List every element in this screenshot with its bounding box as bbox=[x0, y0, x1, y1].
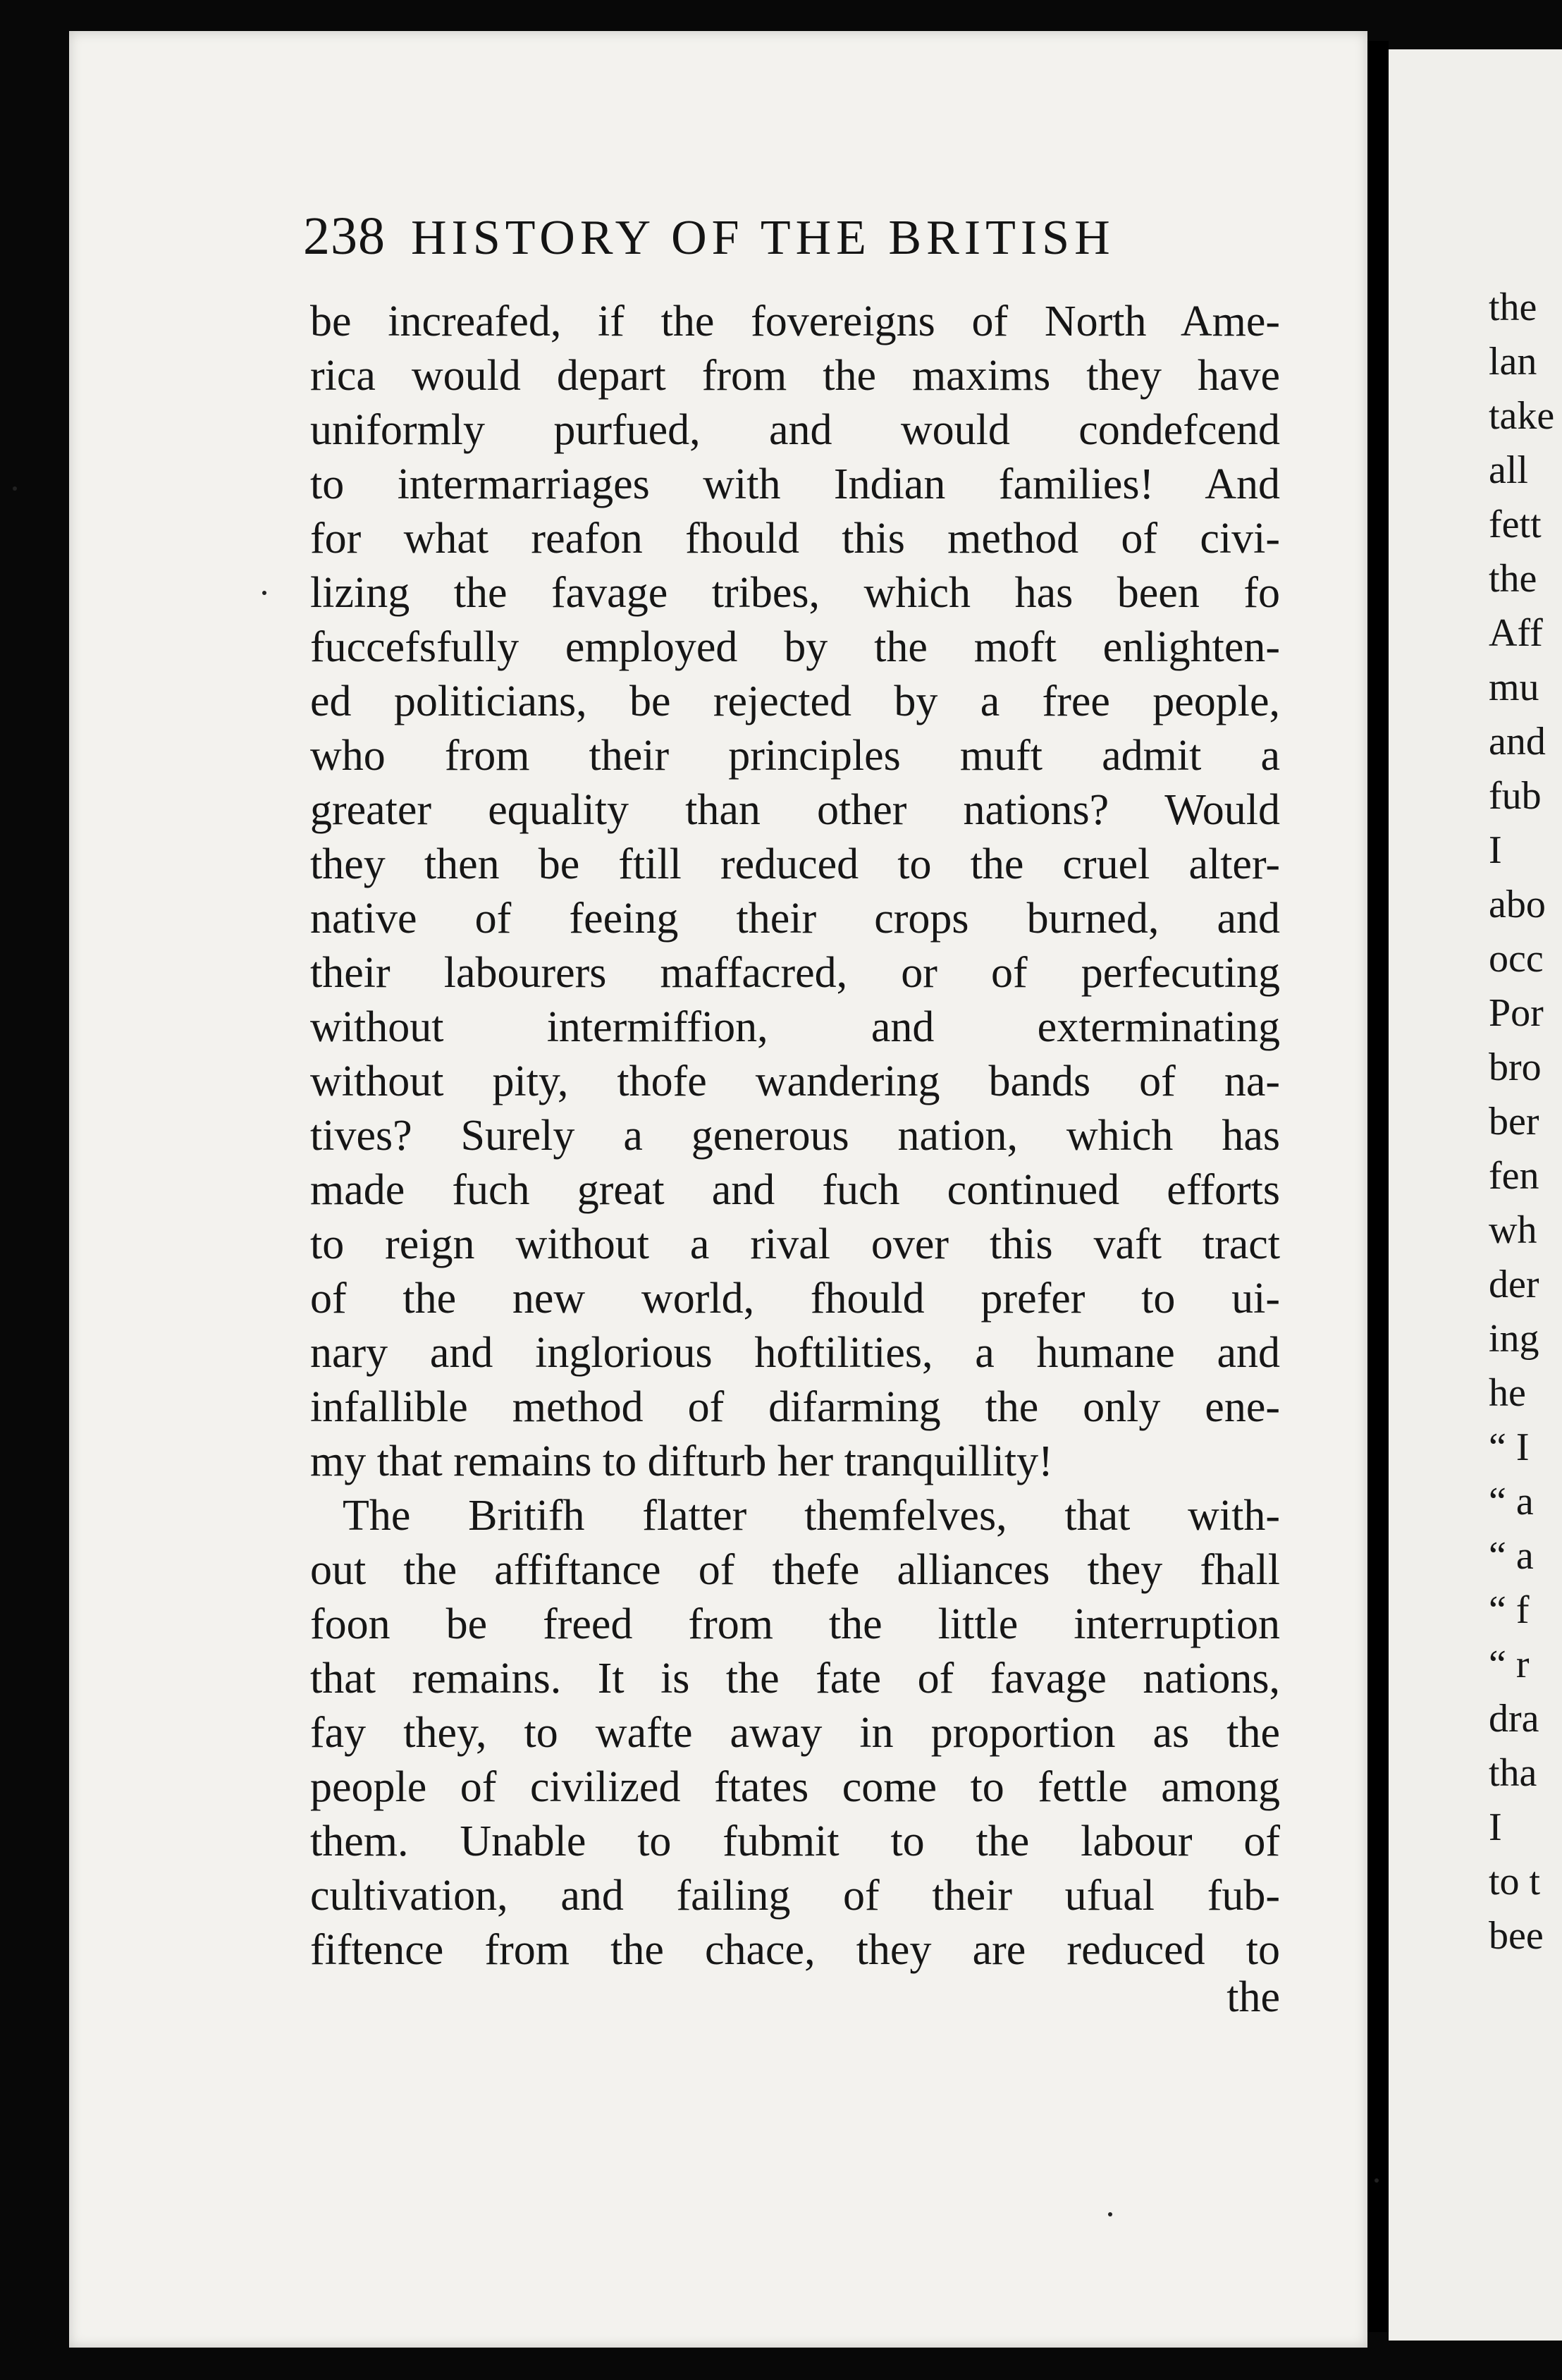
text-line: without pity, thofe wandering bands of na- bbox=[310, 1057, 1280, 1105]
text-line: nary and inglorious hoftilities, a humane and bbox=[310, 1329, 1280, 1377]
facing-text-fragment: wh bbox=[1489, 1208, 1537, 1252]
page-number: 238 bbox=[303, 207, 386, 266]
text-line: them. Unable to fubmit to the labour of bbox=[310, 1817, 1280, 1865]
scan-speck bbox=[262, 591, 266, 595]
text-line: foon be freed from the little interruption bbox=[310, 1600, 1280, 1648]
book-gutter bbox=[1367, 41, 1389, 2332]
text-line: ed politicians, be rejected by a free people, bbox=[310, 677, 1280, 725]
facing-text-fragment: the bbox=[1489, 557, 1537, 601]
facing-text-fragment: bro bbox=[1489, 1045, 1542, 1089]
facing-text-fragment: lan bbox=[1489, 340, 1537, 384]
running-title: HISTORY OF THE BRITISH bbox=[411, 211, 1115, 265]
facing-text-fragment: abo bbox=[1489, 883, 1546, 926]
facing-text-fragment: occ bbox=[1489, 937, 1544, 981]
body-text bbox=[310, 295, 1280, 1977]
text-line: who from their principles muft admit a bbox=[310, 732, 1280, 780]
facing-text-fragment: ber bbox=[1489, 1100, 1539, 1143]
facing-text-fragment: “ a bbox=[1489, 1534, 1534, 1578]
facing-text-fragment: der bbox=[1489, 1263, 1539, 1306]
text-line: to intermarriages with Indian families! And bbox=[310, 460, 1280, 508]
facing-text-fragment: “ f bbox=[1489, 1588, 1530, 1632]
text-line: infallible method of difarming the only ene- bbox=[310, 1383, 1280, 1431]
text-line: to reign without a rival over this vaft tract bbox=[310, 1220, 1280, 1268]
text-line: greater equality than other nations? Would bbox=[310, 786, 1280, 834]
facing-text-fragment: Aff bbox=[1489, 611, 1543, 655]
text-line: fuccefsfully employed by the moft enlighten- bbox=[310, 623, 1280, 671]
facing-text-fragment: to t bbox=[1489, 1860, 1541, 1903]
facing-text-fragment: and bbox=[1489, 720, 1546, 763]
facing-text-fragment: Por bbox=[1489, 991, 1544, 1035]
catchword: the bbox=[1226, 1973, 1280, 2021]
text-line: they then be ftill reduced to the cruel alter- bbox=[310, 840, 1280, 888]
text-line: uniformly purfued, and would condefcend bbox=[310, 406, 1280, 454]
facing-text-fragment: “ a bbox=[1489, 1480, 1534, 1523]
scan-speck bbox=[1375, 2178, 1379, 2183]
text-line: their labourers maffacred, or of perfecuting bbox=[310, 949, 1280, 997]
text-line: out the affiftance of thefe alliances they fhall bbox=[310, 1546, 1280, 1594]
facing-text-fragment: fen bbox=[1489, 1154, 1539, 1198]
facing-text-fragment: fub bbox=[1489, 774, 1542, 818]
facing-text-fragment: all bbox=[1489, 448, 1528, 492]
facing-text-fragment: “ I bbox=[1489, 1425, 1530, 1469]
text-line: be increafed, if the fovereigns of North Ame- bbox=[310, 298, 1280, 345]
facing-text-fragment: I bbox=[1489, 828, 1502, 872]
facing-page-text bbox=[1489, 281, 1562, 1963]
text-line: made fuch great and fuch continued efforts bbox=[310, 1166, 1280, 1214]
text-line: cultivation, and failing of their ufual fub- bbox=[310, 1872, 1280, 1920]
text-line: tives? Surely a generous nation, which has bbox=[310, 1112, 1280, 1160]
scan-speck bbox=[13, 486, 17, 491]
facing-text-fragment: fett bbox=[1489, 503, 1542, 546]
facing-text-fragment: dra bbox=[1489, 1697, 1539, 1741]
text-line: fiftence from the chace, they are reduced to bbox=[310, 1926, 1280, 1974]
text-line: rica would depart from the maxims they have bbox=[310, 352, 1280, 400]
text-line: without intermiffion, and exterminating bbox=[310, 1003, 1280, 1051]
text-line: my that remains to difturb her tranquillity! bbox=[310, 1437, 1053, 1485]
facing-text-fragment: take bbox=[1489, 394, 1555, 438]
facing-text-fragment: ing bbox=[1489, 1317, 1539, 1361]
text-line: of the new world, fhould prefer to ui- bbox=[310, 1275, 1280, 1323]
running-head bbox=[303, 206, 1290, 282]
facing-text-fragment: “ r bbox=[1489, 1643, 1530, 1686]
facing-text-fragment: the bbox=[1489, 286, 1537, 329]
facing-text-fragment: tha bbox=[1489, 1751, 1537, 1795]
facing-text-fragment: he bbox=[1489, 1371, 1526, 1415]
scan-speck bbox=[1108, 2212, 1112, 2216]
text-line: for what reafon fhould this method of civi- bbox=[310, 515, 1280, 563]
text-line: native of feeing their crops burned, and bbox=[310, 895, 1280, 943]
facing-text-fragment: mu bbox=[1489, 665, 1539, 709]
text-line: fay they, to wafte away in proportion as the bbox=[310, 1709, 1280, 1757]
facing-text-fragment: bee bbox=[1489, 1914, 1544, 1958]
text-line: that remains. It is the fate of favage nations, bbox=[310, 1655, 1280, 1703]
text-line: The Britifh flatter themfelves, that with- bbox=[343, 1492, 1280, 1540]
facing-text-fragment: I bbox=[1489, 1805, 1502, 1849]
text-line: lizing the favage tribes, which has been fo bbox=[310, 569, 1280, 617]
text-line: people of civilized ftates come to fettle among bbox=[310, 1763, 1280, 1811]
